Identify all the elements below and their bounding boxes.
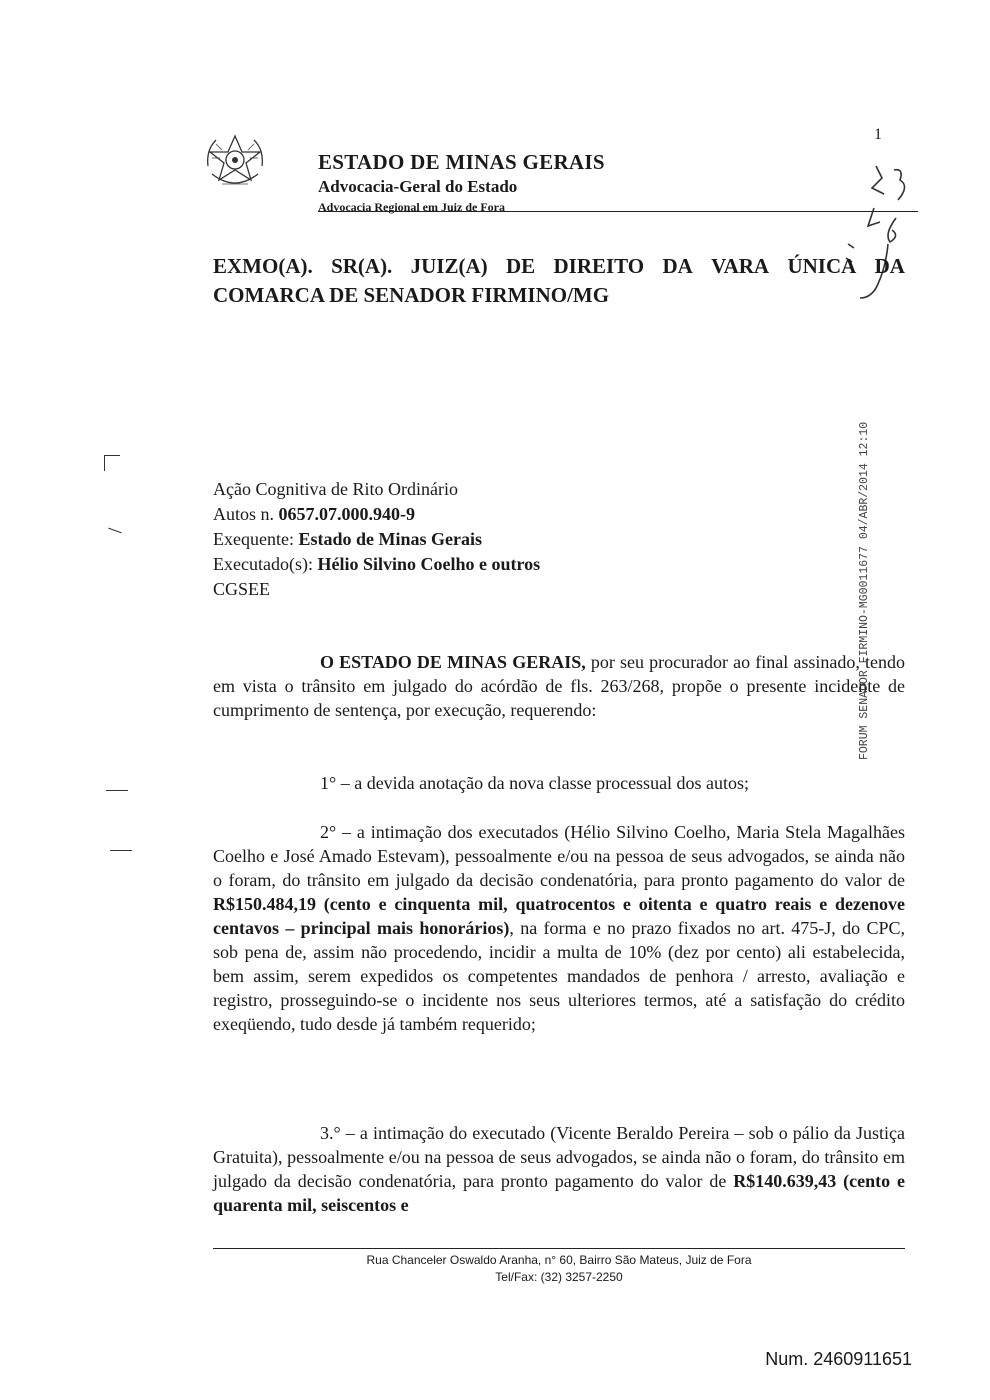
addressee-word: SR(A). [331, 254, 393, 278]
case-number-value: 0657.07.000.940-9 [278, 504, 416, 524]
letterhead-divider [318, 211, 918, 212]
addressee-word: DA [662, 254, 693, 278]
item-2-text-b: , na forma e no prazo fixados no art. 475-J, do CPC, sob pena de, assim não procedendo, incidir a multa de 10% (dez por cento) ali estabelecida, bem assim, serem expedidos os competentes mandados de penhora / arresto, avaliação e registro, prosseguindo-se o incidente nos seus ulteriores termos, até a satisfação do crédito exeqüendo, tudo desde já também requerido; [213, 918, 905, 1034]
footer [213, 1252, 905, 1286]
addressee-line-1 [213, 252, 905, 281]
plaintiff-label: Exequente: [213, 529, 299, 549]
addressee [213, 252, 905, 310]
request-item-2 [213, 820, 905, 1036]
addressee-word: DE [505, 254, 536, 278]
defendants-label: Executado(s): [213, 554, 318, 574]
coat-of-arms-seal [202, 130, 268, 201]
addressee-word: DA [874, 254, 905, 278]
addressee-word: DIREITO [553, 254, 645, 278]
plaintiff-line [213, 527, 540, 552]
footer-divider [213, 1248, 905, 1249]
plaintiff-value: Estado de Minas Gerais [298, 529, 482, 549]
item-2-text-a: 2° – a intimação dos executados (Hélio Silvino Coelho, Maria Stela Magalhães Coelho e José Amado Estevam), pessoalmente e/ou na pessoa de seus advogados, se ainda não o foram, do trânsito em julgado da decisão condenatória, para pronto pagamento do valor de [213, 822, 905, 890]
letterhead-state: ESTADO DE MINAS GERAIS [318, 150, 605, 174]
defendants-line [213, 552, 540, 577]
case-number-line [213, 502, 540, 527]
item-3-amount: R$140.639,43 (cento e quarenta mil, seiscentos e [213, 1171, 905, 1215]
footer-phone: Tel/Fax: (32) 3257-2250 [495, 1270, 623, 1284]
item-2-amount: R$150.484,19 (cento e cinquenta mil, quatrocentos e oitenta e quatro reais e dezenove centavos – principal mais honorários) [213, 894, 905, 938]
addressee-word: VARA [711, 254, 770, 278]
case-information [213, 477, 540, 602]
addressee-word: JUIZ(A) [410, 254, 488, 278]
court-filing-stamp: FORUM SENADOR FIRMINO-MG0011677 04/ABR/2014 12:10 [858, 421, 871, 760]
addressee-line-2: COMARCA DE SENADOR FIRMINO/MG [213, 283, 610, 307]
request-item-3 [213, 1121, 905, 1217]
defendants-value: Hélio Silvino Coelho e outros [317, 554, 541, 574]
document-number: Num. 2460911651 [765, 1349, 912, 1369]
letterhead [318, 150, 605, 215]
intro-party: O ESTADO DE MINAS GERAIS, [320, 652, 586, 672]
request-item-1: 1° – a devida anotação da nova classe processual dos autos; [320, 773, 750, 793]
case-number-label: Autos n. [213, 504, 279, 524]
page-number: 1 [874, 126, 882, 143]
addressee-word: ÚNICA [787, 254, 857, 278]
unit-code: CGSEE [213, 579, 271, 599]
footer-address: Rua Chanceler Oswaldo Aranha, n° 60, Bairro São Mateus, Juiz de Fora [366, 1253, 752, 1267]
intro-paragraph [213, 650, 905, 722]
item-3-text-a: 3.° – a intimação do executado (Vicente Beraldo Pereira – sob o pálio da Justiça Gratuita), pessoalmente e/ou na pessoa de seus advogados, se ainda não o foram, do trânsito em julgado da decisão condenatória, para pronto pagamento do valor de [213, 1123, 905, 1191]
letterhead-regional-office: Advocacia Regional em Juiz de Fora [318, 200, 505, 214]
intro-text: por seu procurador ao final assinado, tendo em vista o trânsito em julgado do acórdão de fls. 263/268, propõe o presente incidente de cumprimento de sentença, por execução, requerendo: [213, 652, 905, 720]
action-type: Ação Cognitiva de Rito Ordinário [213, 479, 458, 499]
addressee-word: EXMO(A). [213, 254, 313, 278]
letterhead-agency: Advocacia-Geral do Estado [318, 177, 518, 196]
